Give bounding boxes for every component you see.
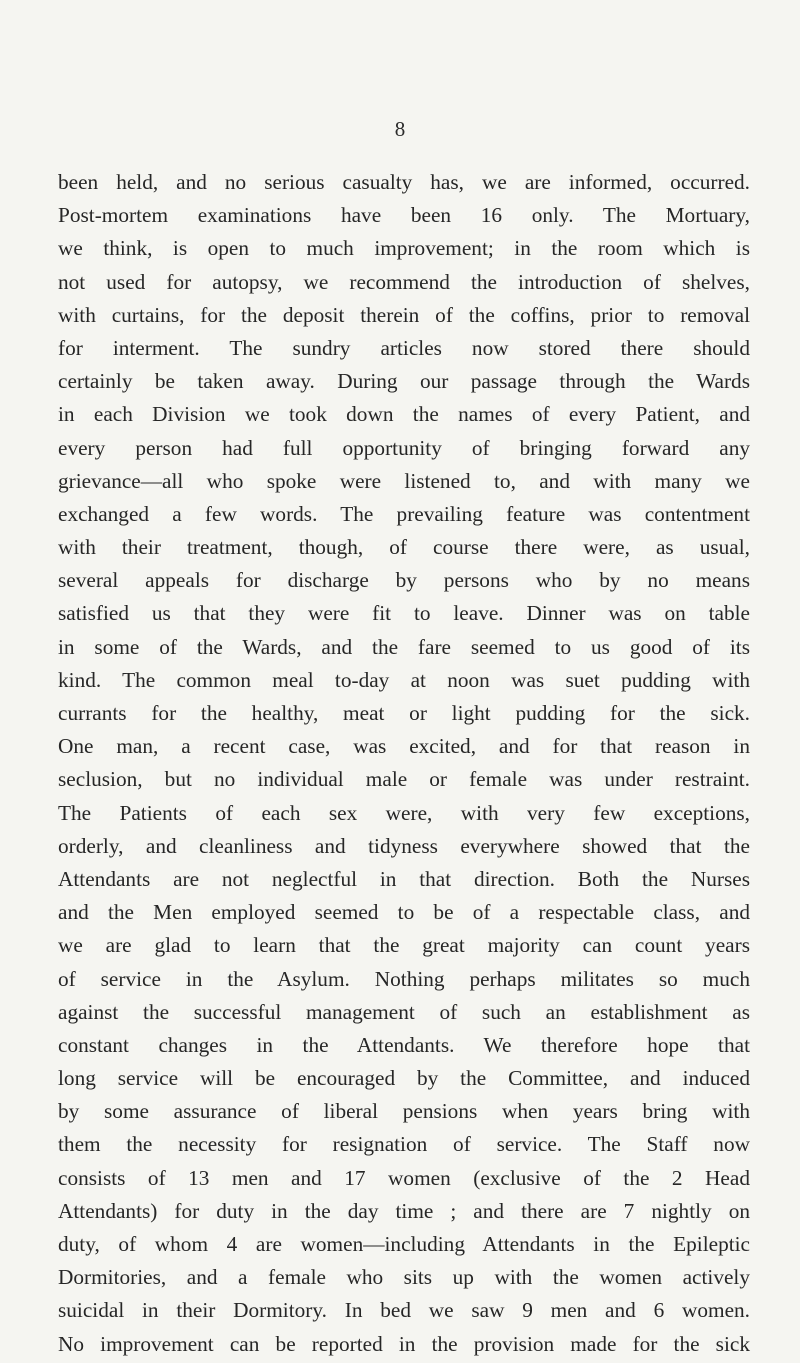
text-line: by some assurance of liberal pensions when years bring with [58,1099,750,1124]
text-line: been held, and no serious casualty has, we are informed, occurred. [58,170,750,194]
text-line: Attendants are not neglectful in that direction. Both the Nurses [58,866,750,891]
body-text [58,166,750,1361]
text-line: The Patients of each sex were, with very few exceptions, [58,800,750,825]
text-line: Dormitories, and a female who sits up with the women actively [58,1265,750,1290]
text-line: not used for autopsy, we recommend the introduction of shelves, [58,269,750,294]
text-line: No improvement can be reported in the provision made for the sick [58,1331,750,1356]
text-line: we think, is open to much improvement; in the room which is [58,236,750,261]
text-line: kind. The common meal to-day at noon was suet pudding with [58,667,750,692]
text-line: orderly, and cleanliness and tidyness everywhere showed that the [58,833,750,858]
text-line: in each Division we took down the names of every Patient, and [58,402,750,427]
text-line: currants for the healthy, meat or light pudding for the sick. [58,701,750,725]
text-line: several appeals for discharge by persons who by no means [58,568,750,593]
text-line: seclusion, but no individual male or female was under restraint. [58,767,750,792]
text-line: One man, a recent case, was excited, and for that reason in [58,734,750,759]
text-line: of service in the Asylum. Nothing perhaps militates so much [58,966,750,991]
text-line: and the Men employed seemed to be of a respectable class, and [58,900,750,925]
text-line: constant changes in the Attendants. We therefore hope that [58,1032,750,1057]
page-number: 8 [394,117,406,141]
text-line: suicidal in their Dormitory. In bed we saw 9 men and 6 women. [58,1298,750,1323]
text-line: against the successful management of such an establishment as [58,999,750,1024]
text-line: every person had full opportunity of bringing forward any [58,435,750,460]
text-line: in some of the Wards, and the fare seemed to us good of its [58,634,750,659]
text-line: long service will be encouraged by the Committee, and induced [58,1066,750,1091]
text-line: with their treatment, though, of course there were, as usual, [58,535,750,560]
text-line: satisfied us that they were fit to leave. Dinner was on table [58,601,750,626]
text-line: consists of 13 men and 17 women (exclusive of the 2 Head [58,1165,750,1190]
text-line: for interment. The sundry articles now stored there should [58,335,750,360]
text-line: we are glad to learn that the great majority can count years [58,933,750,958]
text-line: grievance—all who spoke were listened to, and with many we [58,468,750,493]
text-line: exchanged a few words. The prevailing feature was contentment [58,501,750,526]
text-line: certainly be taken away. During our passage through the Wards [58,369,750,394]
text-line: duty, of whom 4 are women—including Attendants in the Epileptic [58,1232,750,1256]
text-line: Post-mortem examinations have been 16 only. The Mortuary, [58,203,750,228]
text-line: them the necessity for resignation of service. The Staff now [58,1132,750,1157]
text-line: with curtains, for the deposit therein of the coffins, prior to removal [58,302,750,327]
text-line: Attendants) for duty in the day time ; and there are 7 nightly on [58,1198,750,1223]
